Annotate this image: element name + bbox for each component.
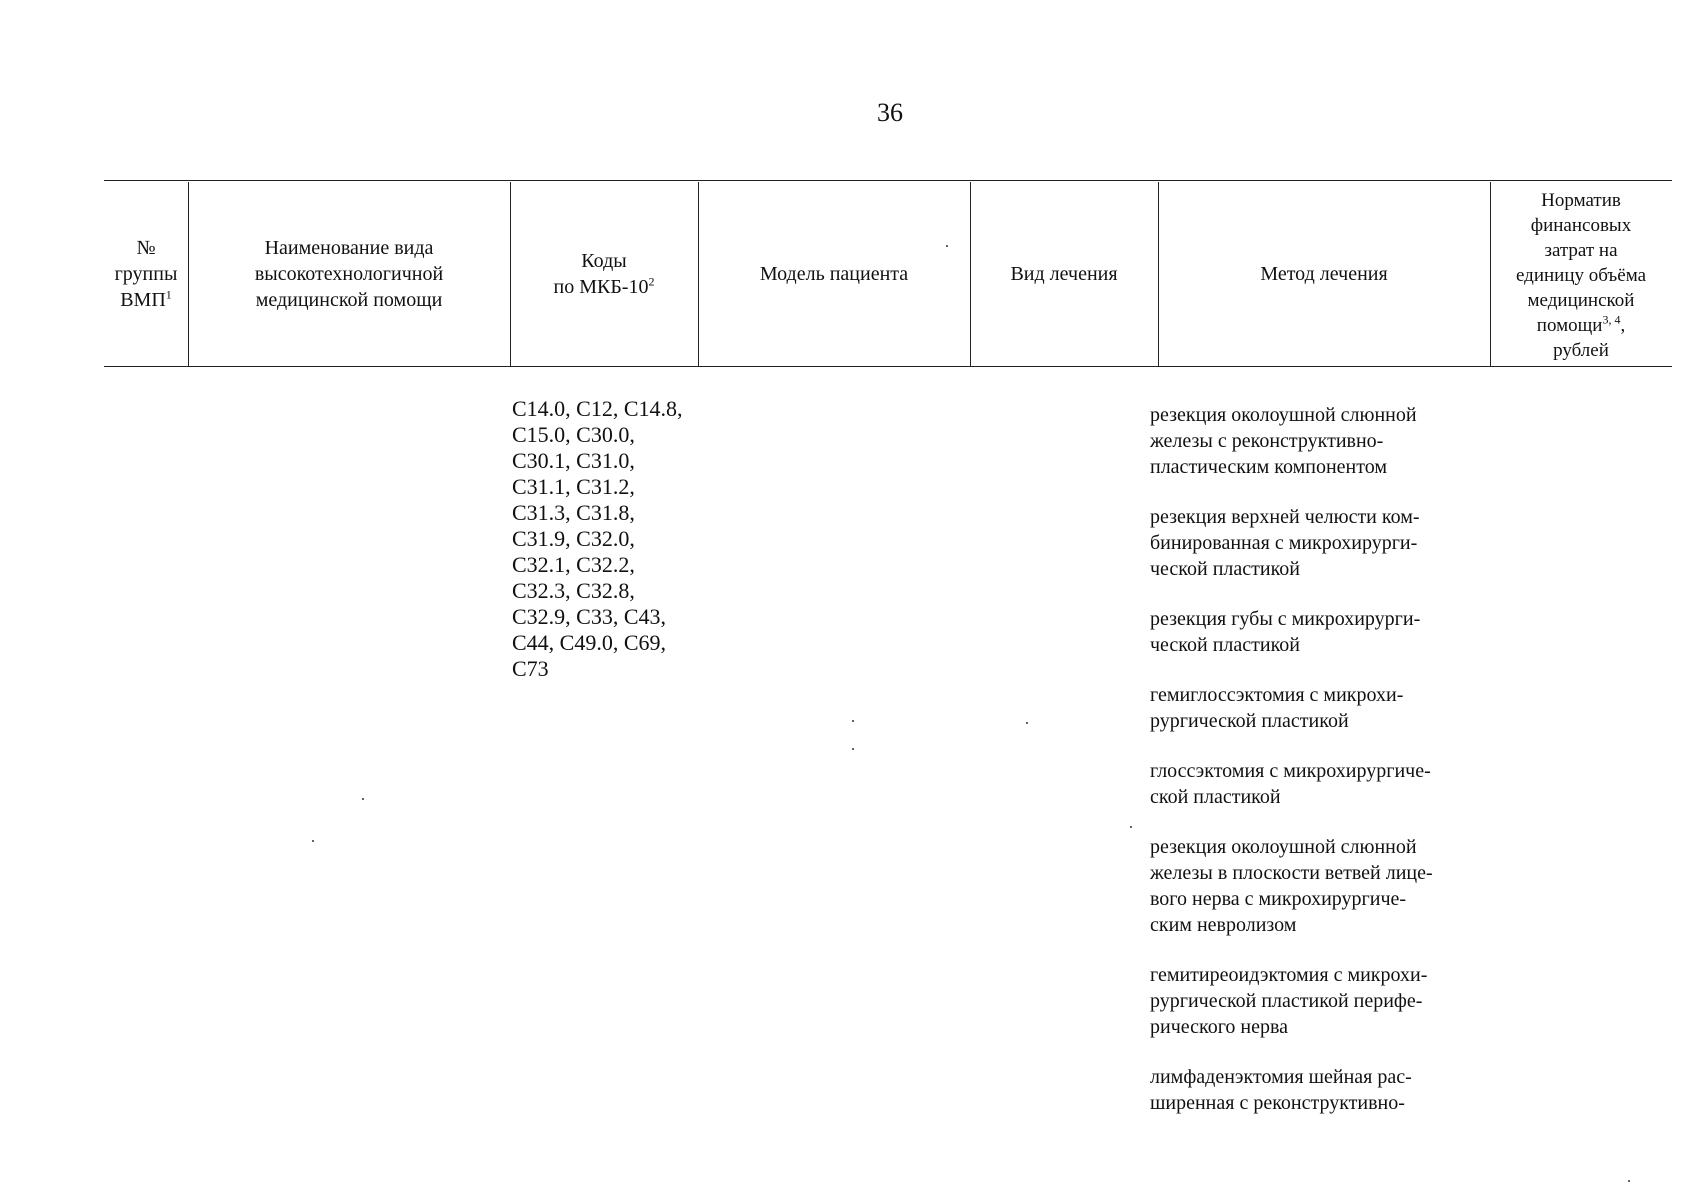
header-bottom-rule	[104, 366, 1672, 367]
icd-codes-line: C32.3, C32.8,	[512, 578, 635, 603]
header-group-no-line-2: группы	[114, 263, 178, 285]
header-cost-norm-line-2: финансовых	[1530, 214, 1632, 236]
treatment-method-item	[1150, 504, 1480, 582]
header-cost-norm	[1490, 180, 1672, 370]
header-treatment-type	[970, 182, 1158, 366]
method-line: рического нерва	[1150, 1016, 1289, 1038]
icd-codes-line: C32.9, C33, C43,	[512, 604, 667, 629]
icd-codes-list	[512, 396, 702, 682]
method-line: глоссэктомия с микрохирургиче-	[1150, 760, 1431, 782]
method-line: рургической пластикой перифе-	[1150, 990, 1423, 1012]
scan-speck	[852, 748, 854, 750]
scan-speck	[362, 798, 364, 800]
treatment-method-item	[1150, 682, 1480, 734]
header-treatment-method	[1158, 182, 1490, 366]
scan-speck	[852, 720, 854, 722]
icd-codes-line: C14.0, C12, C14.8,	[512, 396, 683, 421]
treatment-methods-list	[1150, 402, 1480, 1140]
icd-codes-line: C73	[512, 656, 549, 681]
header-group-no-line-3: ВМП	[120, 289, 166, 311]
header-icd-codes-line-1: Коды	[581, 250, 627, 272]
method-line: гемитиреоидэктомия с микрохи-	[1150, 964, 1428, 986]
scan-speck	[1026, 722, 1028, 724]
header-group-no-line-1: №	[136, 237, 156, 259]
icd-codes-line: C30.1, C31.0,	[512, 448, 635, 473]
method-line: резекция верхней челюсти ком-	[1150, 506, 1420, 528]
method-line: рургической пластикой	[1150, 710, 1349, 732]
treatment-method-item	[1150, 834, 1480, 938]
footnote-2-marker: 2	[648, 274, 655, 289]
header-top-rule	[104, 180, 1672, 181]
method-line: резекция околоушной слюнной	[1150, 404, 1417, 426]
method-line: ской пластикой	[1150, 786, 1281, 808]
header-cost-norm-line-6: помощи	[1536, 314, 1603, 336]
header-cost-norm-line-1: Норматив	[1541, 189, 1621, 211]
method-line: лимфаденэктомия шейная рас-	[1150, 1066, 1412, 1088]
method-line: ширенная с реконструктивно-	[1150, 1092, 1405, 1114]
header-patient-model-text: Модель пациента	[759, 263, 909, 285]
method-line: бинированная с микрохирурги-	[1150, 532, 1418, 554]
icd-codes-line: C32.1, C32.2,	[512, 552, 635, 577]
icd-codes-line: C44, C49.0, C69,	[512, 630, 667, 655]
page-number: 36	[877, 98, 903, 127]
header-care-type	[188, 182, 510, 366]
method-line: пластическим компонентом	[1150, 456, 1387, 478]
treatment-method-item	[1150, 962, 1480, 1040]
header-treatment-type-text: Вид лечения	[1010, 263, 1118, 285]
method-line: вого нерва с микрохирургиче-	[1150, 888, 1407, 910]
treatment-method-item	[1150, 1064, 1480, 1116]
treatment-method-item	[1150, 606, 1480, 658]
icd-codes-line: C31.9, C32.0,	[512, 526, 635, 551]
footnote-1-marker: 1	[165, 287, 172, 302]
header-patient-model	[698, 182, 970, 366]
header-cost-norm-line-7: рублей	[1553, 339, 1609, 361]
icd-codes-line: C15.0, C30.0,	[512, 422, 635, 447]
method-line: гемиглоссэктомия с микрохи-	[1150, 684, 1404, 706]
treatment-method-item	[1150, 402, 1480, 480]
icd-codes-line: C31.3, C31.8,	[512, 500, 635, 525]
header-cost-norm-line-4: единицу объёма	[1515, 264, 1647, 286]
header-cost-norm-comma: ,	[1620, 314, 1626, 336]
header-cost-norm-line-3: затрат на	[1544, 239, 1618, 261]
header-care-type-line-3: медицинской помощи	[255, 289, 443, 311]
method-line: ческой пластикой	[1150, 558, 1300, 580]
treatment-method-item	[1150, 758, 1480, 810]
footnote-3-4-marker: 3, 4	[1602, 312, 1621, 327]
method-line: резекция губы с микрохирурги-	[1150, 608, 1421, 630]
method-line: ским невролизом	[1150, 914, 1297, 936]
header-care-type-line-2: высокотехнологичной	[254, 263, 444, 285]
header-treatment-method-text: Метод лечения	[1260, 263, 1388, 285]
method-line: железы в плоскости ветвей лице-	[1150, 862, 1433, 884]
icd-codes-line: C31.1, C31.2,	[512, 474, 635, 499]
method-line: железы с реконструктивно-	[1150, 430, 1384, 452]
scan-speck	[946, 245, 948, 247]
method-line: ческой пластикой	[1150, 634, 1300, 656]
header-icd-codes-line-2: по МКБ-10	[553, 276, 649, 298]
table-header	[104, 180, 1672, 376]
header-cost-norm-line-5: медицинской	[1527, 289, 1635, 311]
header-care-type-line-1: Наименование вида	[264, 237, 434, 259]
method-line: резекция околоушной слюнной	[1150, 836, 1417, 858]
scan-speck	[312, 840, 314, 842]
header-group-no	[104, 182, 188, 366]
header-icd-codes	[510, 182, 698, 366]
scan-speck	[1130, 826, 1132, 828]
scan-speck	[1628, 1180, 1630, 1182]
